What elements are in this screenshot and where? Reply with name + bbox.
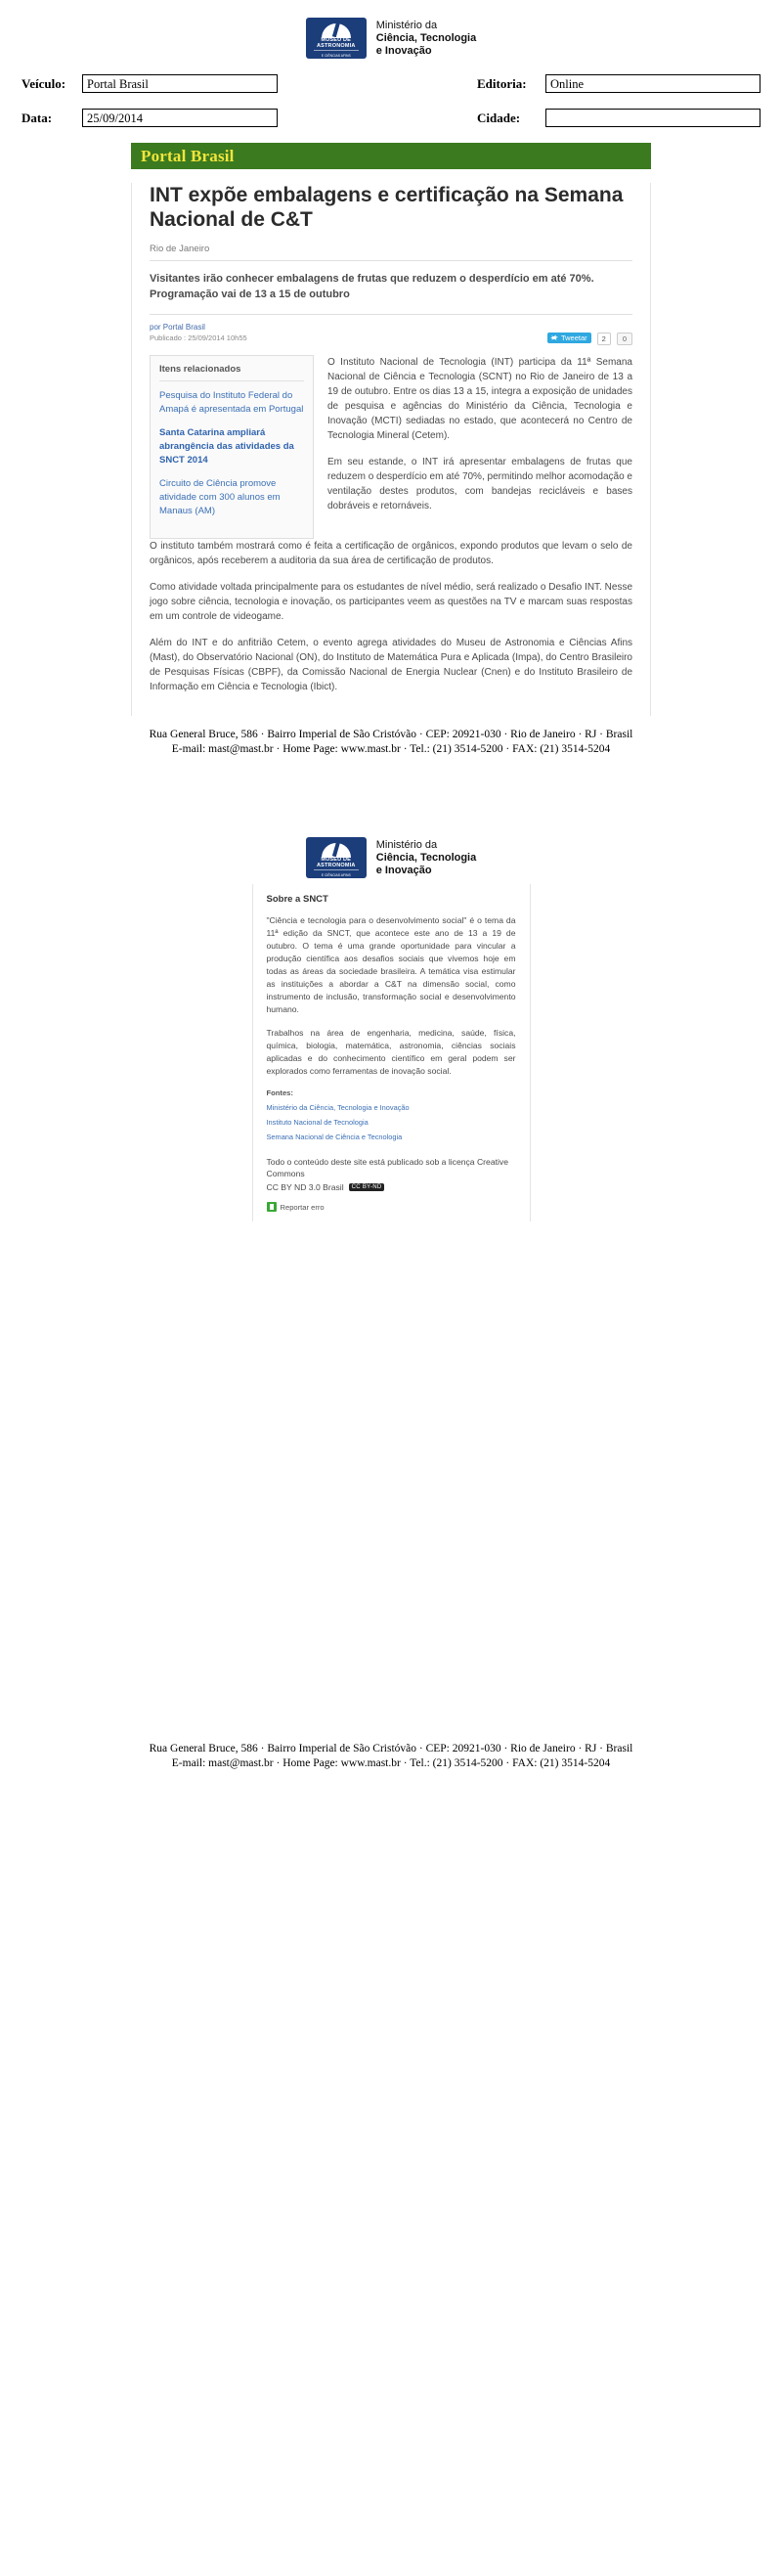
related-item-link[interactable]: Circuito de Ciência promove atividade com 300 alunos em Manaus (AM) <box>159 478 281 516</box>
data-label: Data: <box>22 110 53 125</box>
article-publish-date: Publicado : 25/09/2014 10h55 <box>150 333 247 342</box>
ministry-line-3: e Inovação <box>375 44 432 57</box>
page-1 <box>0 0 782 761</box>
article-paragraph: Trabalhos na área de engenharia, medicina, saúde, física, química, biologia, matemática, astronomia, ciências sociais aplicadas e do conhecimento científico em geral podem ser explorados como ferramentas de inovação social. <box>266 1028 516 1076</box>
article-paragraph: O Instituto Nacional de Tecnologia (INT) participa da 11ª Semana Nacional de Ciência e Tecnologia (SCNT) no Rio de Janeiro de 13 a 19 de outubro. Entre os dias 13 a 15, integra a exposição de unidades de pesquisa e agências do Ministério da Ciência, Tecnologia e Inovação (MCTI) sediadas no estado, que acontecerá no Centro de Tecnologia Mineral (Cetem). <box>327 357 632 441</box>
sources-list <box>267 1102 516 1142</box>
related-item-link[interactable]: Santa Catarina ampliará abrangência das atividades da SNCT 2014 <box>159 427 294 466</box>
article-locator: Rio de Janeiro <box>150 244 632 261</box>
ministry-line-2: Ciência, Tecnologia <box>375 851 477 864</box>
google-plus-count[interactable]: 0 <box>617 333 632 345</box>
article-columns <box>150 355 632 539</box>
article-paragraph: O instituto também mostrará como é feita a certificação de orgânicos, expondo produtos que levam o selo de orgânicos, após receberem a auditoria da sua área de certificação de produtos. <box>150 541 632 566</box>
report-error-button[interactable] <box>267 1202 516 1212</box>
logo-text-bottom: E CIÊNCIAS AFINS <box>321 54 351 58</box>
logo-text-top: MUSEU DE <box>321 857 352 863</box>
twitter-bird-icon <box>550 334 558 341</box>
ministry-line-1: Ministério da <box>375 838 438 851</box>
site-brand-name: Portal Brasil <box>141 146 235 165</box>
article-paragraph: Em seu estande, o INT irá apresentar embalagens de frutas que reduzem o desperdício em até 70%, permitindo melhor acomodação e ventilação destes produtos, com bandejas recicláveis e bases dobráveis e retornáveis. <box>327 457 632 511</box>
article-standfirst: Visitantes irão conhecer embalagens de frutas que reduzem o desperdício em até 70%. Programação vai de 13 a 15 de outubro <box>150 271 632 315</box>
clipping-metadata <box>0 65 782 127</box>
article-wide-text <box>150 539 632 694</box>
page-2 <box>0 820 782 1775</box>
source-link[interactable]: Ministério da Ciência, Tecnologia e Inovação <box>266 1103 410 1112</box>
museu-de-astronomia-logo-icon <box>306 837 367 878</box>
twitter-share-label: Tweetar <box>560 333 587 342</box>
ministry-line-1: Ministério da <box>375 19 438 31</box>
related-column <box>150 355 314 539</box>
related-items-title: Itens relacionados <box>159 364 304 381</box>
flag-icon <box>267 1202 277 1212</box>
site-brand-bar <box>131 143 651 169</box>
related-items-box <box>150 355 314 539</box>
creative-commons-license-line <box>267 1182 516 1192</box>
source-link[interactable]: Semana Nacional de Ciência e Tecnologia <box>266 1133 403 1141</box>
page-footer <box>0 716 782 761</box>
editoria-field[interactable]: Online <box>545 74 760 93</box>
editoria-label: Editoria: <box>477 75 527 91</box>
article-headline: INT expõe embalagens e certificação na Semana Nacional de C&T <box>150 184 624 231</box>
metadata-row-1 <box>22 74 760 93</box>
institution-logo-block <box>306 18 477 59</box>
ministry-name <box>376 20 477 58</box>
article-text-column <box>327 355 632 525</box>
document-header <box>0 0 782 65</box>
twitter-share-count: 2 <box>597 333 611 345</box>
logo-text-mid: ASTRONOMIA <box>316 43 356 49</box>
cidade-label: Cidade: <box>477 110 521 125</box>
article-paragraph: "Ciência e tecnologia para o desenvolvimento social" é o tema da 11ª edição da SNCT, que acontece este ano de 13 a 19 de outubro. O tema é uma grande oportunidade para vincular a produção científica aos desafios sociais que vivemos hoje em todas as áreas da sociedade brasileira. A temática visa estimular as instituições a abordar a C&T na dimensão social, como instrumento de inclusão, transformação social e desenvolvimento humano. <box>266 915 516 1014</box>
veiculo-field[interactable]: Portal Brasil <box>82 74 278 93</box>
related-item-link[interactable]: Pesquisa do Instituto Federal do Amapá é apresentada em Portugal <box>159 390 304 415</box>
logo-text-mid: ASTRONOMIA <box>316 863 356 868</box>
logo-text-bottom: E CIÊNCIAS AFINS <box>321 873 351 877</box>
sources-title: Fontes: <box>266 1088 293 1097</box>
creative-commons-notice: Todo o conteúdo deste site está publicado sob a licença Creative Commons <box>266 1157 508 1178</box>
veiculo-label: Veículo: <box>22 75 66 91</box>
creative-commons-badge-icon[interactable]: CC BY-ND <box>349 1183 385 1191</box>
article-body <box>131 183 651 716</box>
institution-logo-block <box>306 837 477 878</box>
footer-contact-line: E-mail: mast@mast.br · Home Page: www.mast.br · Tel.: (21) 3514-5200 · FAX: (21) 3514-5204 <box>171 1757 611 1769</box>
footer-contact-line: E-mail: mast@mast.br · Home Page: www.mast.br · Tel.: (21) 3514-5200 · FAX: (21) 3514-5204 <box>171 743 611 755</box>
section-title-sobre-snct: Sobre a SNCT <box>266 894 328 905</box>
footer-address-line: Rua General Bruce, 586 · Bairro Imperial de São Cristóvão · CEP: 20921-030 · Rio de Janeiro · RJ · Brasil <box>149 729 633 740</box>
museu-de-astronomia-logo-icon <box>306 18 367 59</box>
cidade-field[interactable] <box>545 109 760 127</box>
data-field[interactable]: 25/09/2014 <box>82 109 278 127</box>
twitter-share-button[interactable] <box>547 333 591 343</box>
ministry-line-3: e Inovação <box>375 864 432 876</box>
source-link[interactable]: Instituto Nacional de Tecnologia <box>266 1118 369 1127</box>
ministry-name <box>376 839 477 877</box>
article-paragraph: Como atividade voltada principalmente para os estudantes de nível médio, será realizado o Desafio INT. Nesse jogo sobre ciência, tecnologia e inovação, os participantes veem as questões na TV e marcam suas respostas em um controle de videogame. <box>150 582 632 622</box>
article-screenshot <box>131 143 651 716</box>
metadata-row-2 <box>22 109 760 127</box>
article-paragraph: Além do INT e do anfitrião Cetem, o evento agrega atividades do Museu de Astronomia e Ciências Afins (Mast), do Observatório Nacional (ON), do Instituto de Matemática Pura e Aplicada (Impa), do Centro Brasileiro de Pesquisas Físicas (CBPF), da Comissão Nacional de Energia Nuclear (Cnen) e do Instituto Brasileiro de Informação em Ciência e Tecnologia (Ibict). <box>150 638 632 692</box>
report-error-label: Reportar erro <box>280 1202 325 1212</box>
document-header <box>0 820 782 884</box>
ministry-line-2: Ciência, Tecnologia <box>375 31 477 44</box>
article-byline[interactable]: por Portal Brasil <box>150 323 205 332</box>
footer-address-line: Rua General Bruce, 586 · Bairro Imperial de São Cristóvão · CEP: 20921-030 · Rio de Janeiro · RJ · Brasil <box>149 1743 633 1754</box>
related-items-list <box>159 389 304 518</box>
creative-commons-license-text: CC BY ND 3.0 Brasil <box>266 1182 344 1192</box>
logo-text-top: MUSEU DE <box>321 37 352 43</box>
article-screenshot-continued <box>252 884 531 1221</box>
page-footer <box>0 1730 782 1775</box>
